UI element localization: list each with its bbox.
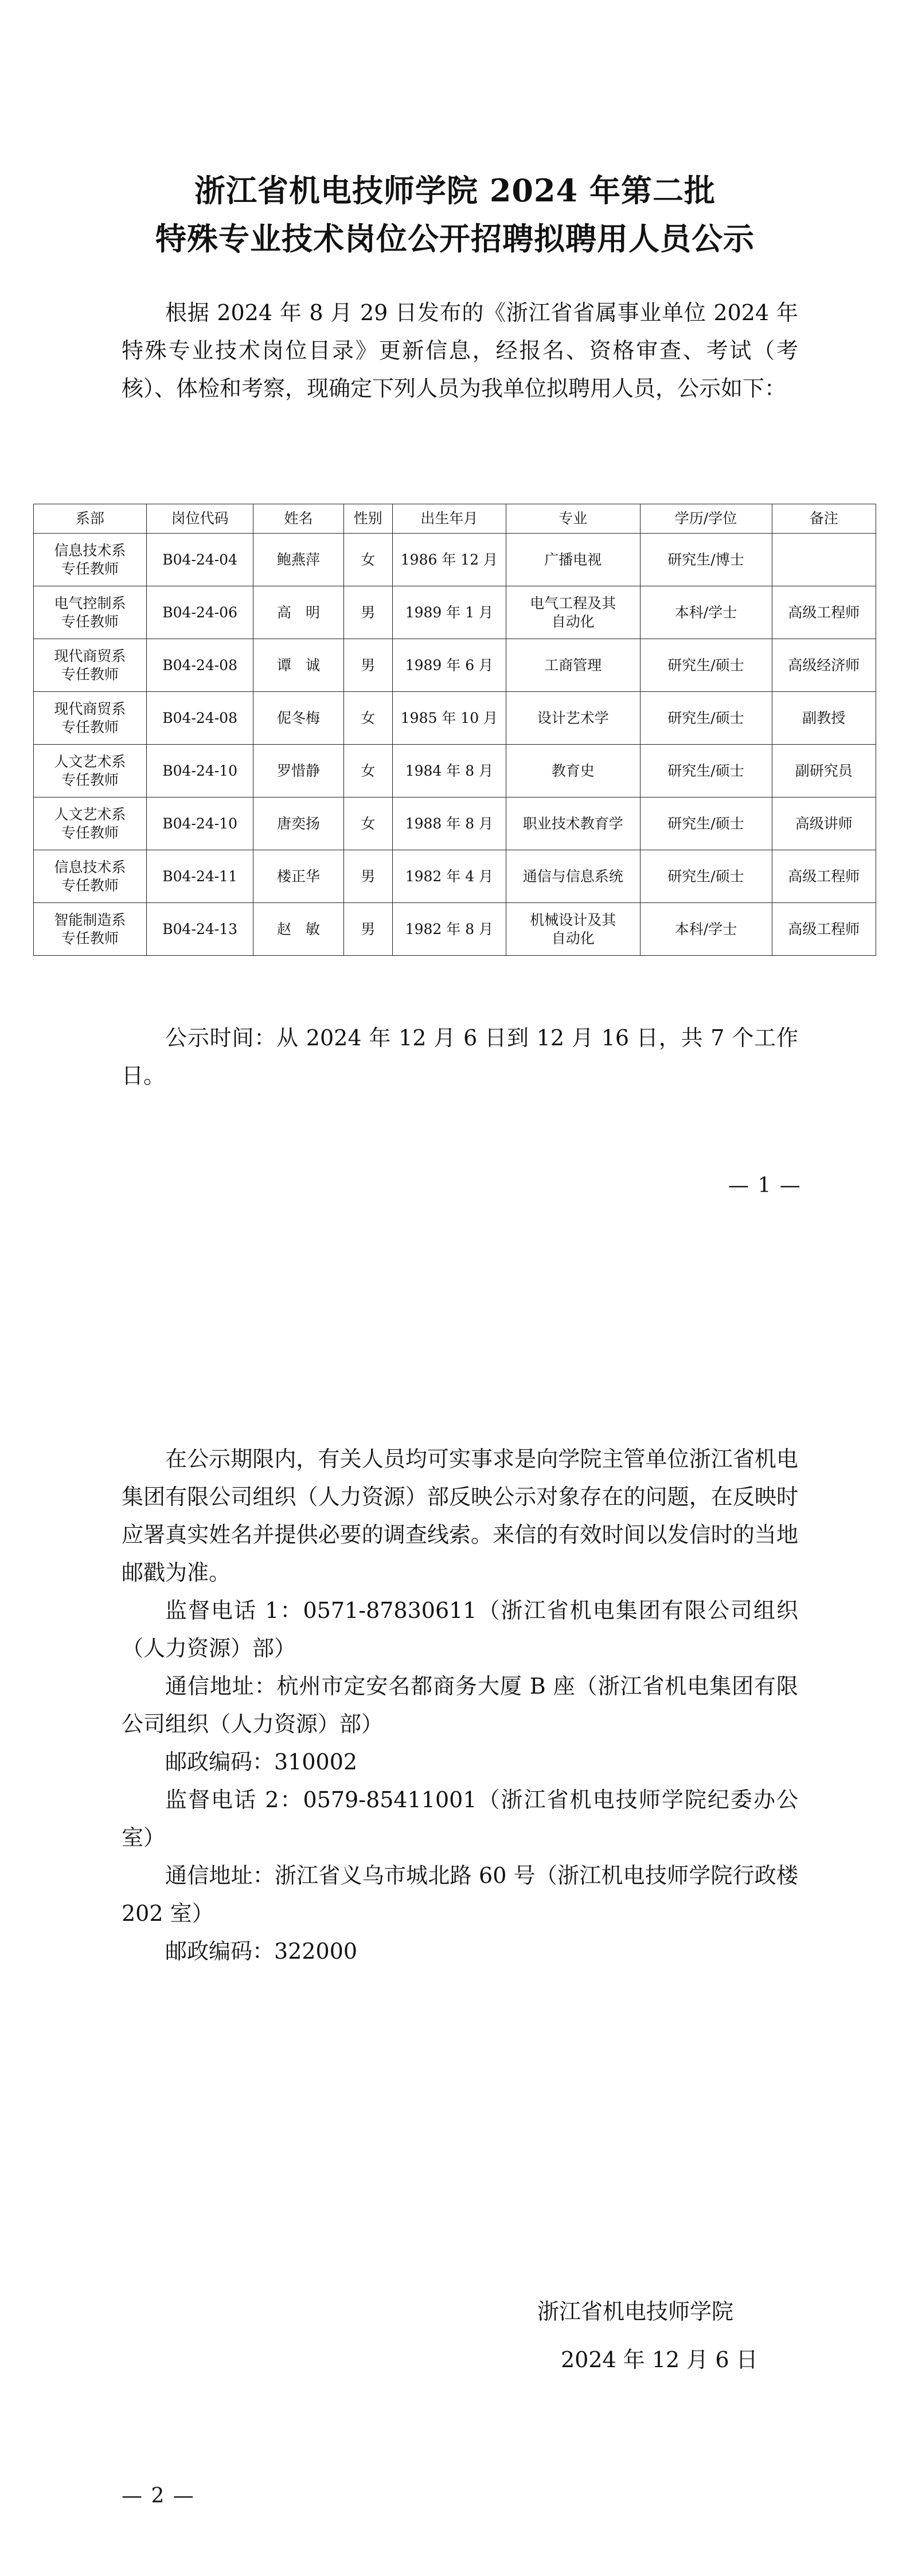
dept-cell-text: 专任教师 [61, 877, 119, 894]
code-cell [146, 639, 253, 692]
education-cell [640, 745, 772, 797]
gender-cell-text: 男 [361, 867, 376, 885]
code-cell-text: B04-24-13 [162, 920, 237, 937]
dept-cell-text: 信息技术系 [54, 542, 126, 559]
major-cell-text: 通信与信息系统 [522, 867, 623, 885]
birth-cell [392, 534, 506, 586]
header-major: 专业 [506, 504, 640, 534]
gender-cell [343, 797, 392, 850]
name-cell [253, 745, 343, 797]
mailing-address-1: 通信地址：杭州市定安名都商务大厦 B 座（浙江省机电集团有限公司组织（人力资源）部） [122, 1674, 798, 1737]
gender-cell [343, 850, 392, 903]
name-cell [253, 903, 343, 956]
gender-cell [343, 745, 392, 797]
gender-cell-text: 男 [361, 604, 376, 621]
major-cell-text: 教育史 [551, 762, 595, 779]
education-cell-text: 研究生/硕士 [667, 762, 744, 779]
note-cell-text: 高级工程师 [788, 604, 860, 621]
note-cell-text: 高级经济师 [788, 656, 860, 674]
note-cell [772, 850, 876, 903]
dept-cell [34, 586, 147, 639]
education-cell-text: 研究生/博士 [667, 551, 744, 568]
name-cell-text: 伲冬梅 [277, 709, 321, 726]
code-cell [146, 534, 253, 586]
period-block [122, 1019, 798, 1095]
notice-paragraph: 在公示期限内，有关人员均可实事求是向学院主管单位浙江省机电集团有限公司组织（人力资源）部反映公示对象存在的问题，在反映时应署真实姓名并提供必要的调查线索。来信的有效时间以发信时的当地邮戳为准。 [122, 1446, 798, 1585]
dept-cell [34, 797, 147, 850]
code-cell-text: B04-24-08 [162, 709, 237, 726]
birth-cell [392, 903, 506, 956]
name-cell-text: 鲍燕萍 [277, 551, 321, 568]
gender-cell-text: 女 [361, 709, 376, 726]
birth-cell [392, 850, 506, 903]
birth-cell-text: 1985 年 10 月 [400, 709, 498, 726]
dept-cell-text: 人文艺术系 [54, 806, 126, 823]
birth-cell [392, 692, 506, 745]
education-cell-text: 研究生/硕士 [667, 656, 744, 674]
table-row [34, 903, 876, 956]
note-cell [772, 903, 876, 956]
major-cell [506, 692, 640, 745]
gender-cell-text: 男 [361, 920, 376, 937]
name-cell [253, 850, 343, 903]
dept-cell-text: 现代商贸系 [54, 647, 126, 664]
gender-cell [343, 903, 392, 956]
birth-cell-text: 1986 年 12 月 [400, 551, 498, 568]
code-cell-text: B04-24-10 [162, 815, 237, 832]
name-cell-text: 谭 诚 [277, 656, 321, 674]
code-cell-text: B04-24-08 [162, 656, 237, 674]
code-cell-text: B04-24-04 [162, 551, 237, 568]
education-cell-text: 研究生/硕士 [667, 815, 744, 832]
dept-cell-text: 专任教师 [61, 824, 119, 841]
table-row [34, 586, 876, 639]
code-cell [146, 903, 253, 956]
education-cell [640, 586, 772, 639]
name-cell-text: 唐奕扬 [277, 815, 321, 832]
dept-cell [34, 534, 147, 586]
table-header-row [34, 504, 876, 534]
appointee-table [33, 504, 876, 956]
note-cell [772, 534, 876, 586]
header-dept: 系部 [34, 504, 147, 534]
code-cell-text: B04-24-10 [162, 762, 237, 779]
name-cell [253, 692, 343, 745]
note-cell-text: 副教授 [802, 709, 846, 726]
major-cell [506, 534, 640, 586]
note-cell [772, 692, 876, 745]
note-cell-text: 副研究员 [795, 762, 853, 779]
birth-cell-text: 1982 年 8 月 [405, 920, 494, 937]
name-cell [253, 586, 343, 639]
birth-cell-text: 1989 年 6 月 [405, 656, 494, 674]
note-cell [772, 639, 876, 692]
birth-cell [392, 639, 506, 692]
supervision-phone-2: 监督电话 2：0579-85411001（浙江省机电技师学院纪委办公室） [122, 1787, 798, 1850]
page-number-1: — 1 — [728, 1174, 802, 1197]
intro-block [122, 294, 798, 407]
major-cell-text: 广播电视 [544, 551, 602, 568]
title-line-1: 浙江省机电技师学院 2024 年第二批 [194, 172, 716, 209]
mailing-address-2: 通信地址：浙江省义乌市城北路 60 号（浙江机电技师学院行政楼 202 室） [122, 1863, 798, 1926]
major-cell [506, 586, 640, 639]
postcode-1: 邮政编码：310002 [165, 1749, 358, 1775]
code-cell [146, 850, 253, 903]
major-cell [506, 745, 640, 797]
birth-cell-text: 1982 年 4 月 [405, 867, 494, 885]
header-code: 岗位代码 [146, 504, 253, 534]
education-cell-text: 研究生/硕士 [667, 867, 744, 885]
code-cell [146, 797, 253, 850]
page-number-2: — 2 — [122, 2484, 195, 2508]
dept-cell-text: 电气控制系 [54, 594, 126, 612]
education-cell [640, 797, 772, 850]
birth-cell-text: 1988 年 8 月 [405, 815, 494, 832]
gender-cell [343, 586, 392, 639]
dept-cell-text: 专任教师 [61, 666, 119, 683]
major-cell [506, 903, 640, 956]
table-row [34, 850, 876, 903]
name-cell-text: 高 明 [277, 604, 321, 621]
education-cell [640, 850, 772, 903]
gender-cell-text: 女 [361, 551, 376, 568]
major-cell-text: 工商管理 [544, 656, 602, 674]
dept-cell-text: 专任教师 [61, 613, 119, 630]
dept-cell-text: 现代商贸系 [54, 700, 126, 717]
dept-cell-text: 专任教师 [61, 560, 119, 577]
dept-cell [34, 903, 147, 956]
signature-date: 2024 年 12 月 6 日 [561, 2347, 758, 2372]
major-cell [506, 850, 640, 903]
dept-cell [34, 639, 147, 692]
table-row [34, 745, 876, 797]
dept-cell-text: 专任教师 [61, 718, 119, 736]
birth-cell-text: 1984 年 8 月 [405, 762, 494, 779]
education-cell [640, 534, 772, 586]
dept-cell [34, 692, 147, 745]
dept-cell [34, 850, 147, 903]
education-cell [640, 639, 772, 692]
intro-paragraph: 根据 2024 年 8 月 29 日发布的《浙江省省属事业单位 2024 年特殊专业技术岗位目录》更新信息，经报名、资格审查、考试（考核）、体检和考察，现确定下列人员为我单位拟聘用人员，公示如下： [122, 300, 798, 401]
note-cell-text: 高级工程师 [788, 920, 860, 937]
page-2-body [122, 1440, 798, 1970]
note-cell-text: 高级讲师 [795, 815, 853, 832]
code-cell [146, 745, 253, 797]
name-cell-text: 罗惜静 [277, 762, 321, 779]
publicity-period: 公示时间：从 2024 年 12 月 6 日到 12 月 16 日，共 7 个工作日。 [122, 1025, 798, 1088]
header-note: 备注 [772, 504, 876, 534]
education-cell [640, 692, 772, 745]
name-cell-text: 赵 敏 [277, 920, 321, 937]
supervision-phone-1: 监督电话 1：0571-87830611（浙江省机电集团有限公司组织（人力资源）部） [122, 1598, 798, 1661]
header-gender: 性别 [343, 504, 392, 534]
dept-cell-text: 专任教师 [61, 771, 119, 788]
dept-cell-text: 信息技术系 [54, 858, 126, 875]
table-row [34, 797, 876, 850]
note-cell [772, 797, 876, 850]
dept-cell-text: 智能制造系 [54, 911, 126, 928]
table-row [34, 692, 876, 745]
header-name: 姓名 [253, 504, 343, 534]
major-cell-text: 设计艺术学 [537, 709, 609, 726]
education-cell [640, 903, 772, 956]
major-cell-text: 自动化 [551, 613, 595, 630]
major-cell [506, 797, 640, 850]
gender-cell-text: 女 [361, 815, 376, 832]
title-line-2: 特殊专业技术岗位公开招聘拟聘用人员公示 [155, 220, 755, 257]
birth-cell [392, 586, 506, 639]
major-cell-text: 职业技术教育学 [522, 815, 623, 832]
gender-cell-text: 男 [361, 656, 376, 674]
education-cell-text: 本科/学士 [674, 920, 737, 937]
header-education: 学历/学位 [640, 504, 772, 534]
major-cell-text: 电气工程及其 [530, 594, 616, 612]
birth-cell [392, 745, 506, 797]
header-birth: 出生年月 [392, 504, 506, 534]
education-cell-text: 本科/学士 [674, 604, 737, 621]
note-cell [772, 586, 876, 639]
code-cell-text: B04-24-06 [162, 604, 237, 621]
dept-cell-text: 人文艺术系 [54, 753, 126, 770]
gender-cell [343, 534, 392, 586]
name-cell-text: 楼正华 [277, 867, 321, 885]
table-row [34, 534, 876, 586]
major-cell-text: 机械设计及其 [530, 911, 616, 928]
name-cell [253, 534, 343, 586]
name-cell [253, 639, 343, 692]
table-row [34, 639, 876, 692]
gender-cell [343, 692, 392, 745]
code-cell [146, 692, 253, 745]
gender-cell [343, 639, 392, 692]
code-cell-text: B04-24-11 [162, 867, 237, 885]
dept-cell-text: 专任教师 [61, 929, 119, 947]
major-cell [506, 639, 640, 692]
dept-cell [34, 745, 147, 797]
note-cell-text: 高级工程师 [788, 867, 860, 885]
birth-cell [392, 797, 506, 850]
birth-cell-text: 1989 年 1 月 [405, 604, 494, 621]
education-cell-text: 研究生/硕士 [667, 709, 744, 726]
name-cell [253, 797, 343, 850]
code-cell [146, 586, 253, 639]
gender-cell-text: 女 [361, 762, 376, 779]
note-cell [772, 745, 876, 797]
postcode-2: 邮政编码：322000 [165, 1939, 358, 1964]
signature-org: 浙江省机电技师学院 [537, 2299, 734, 2324]
major-cell-text: 自动化 [551, 929, 595, 947]
